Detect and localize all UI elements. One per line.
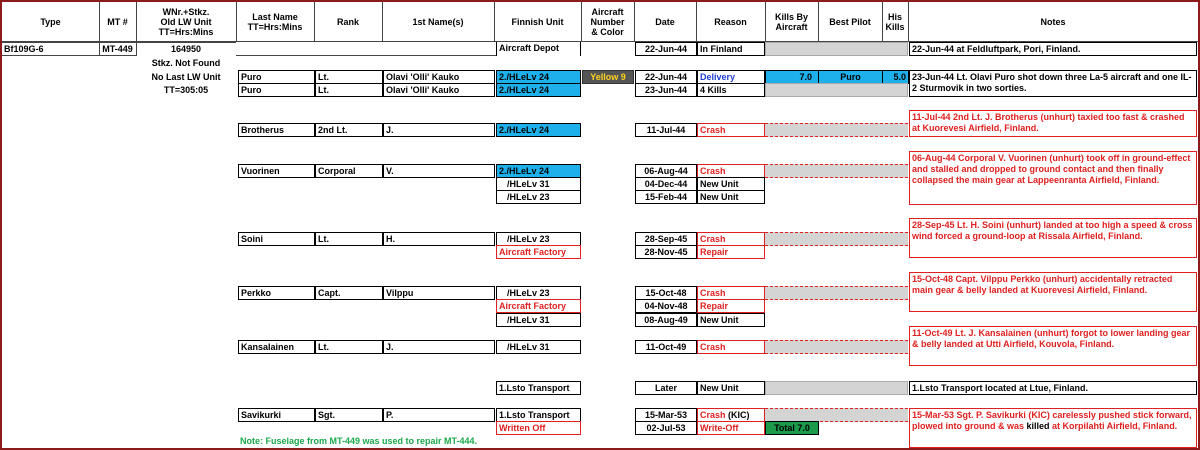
date-cell: 15-Feb-44: [635, 190, 697, 204]
header-finnish-unit: Finnish Unit: [511, 17, 564, 27]
header-rank: Rank: [336, 17, 359, 27]
record-sheet: [2, 2, 1198, 448]
dashed-rule: [765, 177, 908, 178]
dashed-rule: [765, 164, 908, 165]
unit-cell: 2./HLeLv 24: [496, 123, 581, 137]
dashed-rule: [765, 286, 908, 287]
aircraft-row-bottom-rule: [2, 55, 136, 56]
note-lead: 06-Aug-44 Corporal V. Vuorinen (unhurt): [912, 153, 1084, 163]
unit-cell: /HLeLv 31: [496, 313, 581, 327]
aircraft-mt-number: MT-449: [102, 44, 133, 54]
dashed-rule: [765, 245, 908, 246]
unit-cell: Aircraft Factory: [496, 299, 581, 313]
last-name-cell: Soini: [238, 232, 315, 246]
date-cell: 02-Jul-53: [635, 421, 697, 435]
date-cell: 04-Dec-44: [635, 177, 697, 191]
aircraft-type: Bf109G-6: [4, 44, 44, 54]
note-transport: 1.Lsto Transport located at Ltue, Finland.: [909, 381, 1197, 395]
reason-cell: [697, 408, 765, 422]
date-cell: 11-Oct-49: [635, 340, 697, 354]
rank-cell: 2nd Lt.: [315, 123, 383, 137]
note-lead: 11-Jul-44 2nd Lt. J. Brotherus (unhurt): [912, 112, 1076, 122]
rank-cell: Corporal: [315, 164, 383, 178]
note-kansalainen: [909, 326, 1197, 366]
last-name-cell: Perkko: [238, 286, 315, 300]
date-cell: 06-Aug-44: [635, 164, 697, 178]
reason-cell: In Finland: [697, 42, 765, 56]
kills-placeholder: [765, 83, 908, 97]
fuselage-note: Note: Fuselage from MT-449 was used to repair MT-444.: [240, 436, 478, 446]
last-name-cell: Brotherus: [238, 123, 315, 137]
reason-cell: Repair: [697, 245, 765, 259]
date-cell: 22-Jun-44: [635, 42, 697, 56]
kills-placeholder: [765, 123, 908, 137]
rank-cell: Lt.: [315, 340, 383, 354]
first-name-cell: Olavi 'Olli' Kauko: [383, 83, 495, 97]
note-lead: 15-Oct-48 Capt. Vilppu Perkko (unhurt): [912, 274, 1078, 284]
unit-cell: Aircraft Depot: [496, 42, 581, 56]
reason-kic: (KIC): [725, 410, 750, 420]
rank-cell: Sgt.: [315, 408, 383, 422]
first-name-cell: Vilppu: [383, 286, 495, 300]
note-soini: [909, 218, 1197, 258]
note-body: accidentally retracted main gear & belly landed at Kuorevesi Airfield, Finland.: [912, 274, 1173, 295]
note-puro: 23-Jun-44 Lt. Olavi Puro shot down three La-5 aircraft and one IL-2 Sturmovik in two sorties.: [909, 70, 1197, 97]
last-name-cell: Kansalainen: [238, 340, 315, 354]
first-name-cell: V.: [383, 164, 495, 178]
unit-cell: 2./HLeLv 24: [496, 164, 581, 178]
reason-crash: Crash: [700, 410, 726, 420]
date-cell: 15-Mar-53: [635, 408, 697, 422]
reason-cell: 4 Kills: [697, 83, 765, 97]
header-mt: MT #: [107, 17, 128, 27]
note-body: forgot to lower landing gear & belly landed at Utti Airfield, Kouvola, Finland.: [912, 328, 1191, 349]
rank-cell: Lt.: [315, 70, 383, 84]
kills-placeholder: [765, 340, 908, 354]
aircraft-color-badge: Yellow 9: [582, 70, 634, 84]
reason-cell: Write-Off: [697, 421, 765, 435]
note-body: landed at too high a speed & cross wind forced a ground-loop at Rissala Airfield, Finland.: [912, 220, 1193, 241]
dashed-rule: [765, 299, 908, 300]
date-cell: Later: [635, 381, 697, 395]
note-vuorinen: [909, 151, 1197, 205]
first-name-cell: J.: [383, 123, 495, 137]
reason-cell: New Unit: [697, 190, 765, 204]
reason-cell: Crash: [697, 286, 765, 300]
note-body: took off in ground-effect and stalled and dropped to ground contact and then finally collapsed the main gear at Lappeenranta Airfield, Finland.: [912, 153, 1191, 185]
reason-cell: Crash: [697, 232, 765, 246]
unit-cell: Aircraft Factory: [496, 245, 581, 259]
header-wnr: WNr.+Stkz. Old LW Unit TT=Hrs:Mins: [158, 7, 214, 37]
note-brotherus: [909, 110, 1197, 137]
header-notes: Notes: [1040, 17, 1066, 27]
header-his-kills: His Kills: [885, 12, 905, 32]
note-lead: 28-Sep-45 Lt. H. Soini (unhurt): [912, 220, 1042, 230]
last-name-cell: Vuorinen: [238, 164, 315, 178]
unit-cell: 2./HLeLv 24: [496, 70, 581, 84]
dashed-rule: [765, 136, 908, 137]
rank-cell: Lt.: [315, 232, 383, 246]
unit-cell: /HLeLv 23: [496, 190, 581, 204]
last-name-cell: Puro: [238, 70, 315, 84]
unit-cell: Written Off: [496, 421, 581, 435]
header-aircraft-number: Aircraft Number & Color: [590, 7, 625, 37]
header-best-pilot: Best Pilot: [829, 17, 871, 27]
unit-cell: 1.Lsto Transport: [496, 381, 581, 395]
date-cell: 11-Jul-44: [635, 123, 697, 137]
total-kills-badge: Total 7.0: [765, 421, 819, 435]
his-kills-cell: 5.0: [882, 70, 909, 84]
date-cell: 22-Jun-44: [635, 70, 697, 84]
note-tail: at Korpilahti Airfield, Finland.: [1049, 421, 1178, 431]
first-name-cell: H.: [383, 232, 495, 246]
rank-cell: Lt.: [315, 83, 383, 97]
header-kills-by-aircraft: Kills By Aircraft: [774, 12, 808, 32]
header-date: Date: [655, 17, 675, 27]
unit-cell: /HLeLv 23: [496, 232, 581, 246]
header-type: Type: [40, 17, 61, 27]
note-killed: killed: [1026, 421, 1050, 431]
aircraft-last-lw-unit: No Last LW Unit: [151, 72, 221, 82]
reason-cell: Delivery: [697, 70, 765, 84]
note-savikurki: [909, 408, 1197, 448]
kills-placeholder: [765, 164, 908, 178]
dashed-rule: [765, 408, 908, 409]
reason-cell: New Unit: [697, 381, 765, 395]
rank-cell: Capt.: [315, 286, 383, 300]
aircraft-stkz: Stkz. Not Found: [151, 58, 221, 68]
last-name-cell: Savikurki: [238, 408, 315, 422]
reason-cell: New Unit: [697, 313, 765, 327]
unit-cell: 1.Lsto Transport: [496, 408, 581, 422]
best-pilot-cell: Puro: [818, 70, 883, 84]
kills-placeholder: [765, 286, 908, 300]
date-cell: 28-Sep-45: [635, 232, 697, 246]
reason-cell: Repair: [697, 299, 765, 313]
unit-cell: 2./HLeLv 24: [496, 83, 581, 97]
dashed-rule: [765, 232, 908, 233]
reason-cell: Crash: [697, 123, 765, 137]
aircraft-total-time: TT=305:05: [163, 85, 209, 95]
header-first-name: 1st Name(s): [412, 17, 464, 27]
kills-by-aircraft-cell: 7.0: [765, 70, 819, 84]
note-body: taxied too fast & crashed at Kuorevesi Airfield, Finland.: [912, 112, 1185, 133]
unit-cell: /HLeLv 31: [496, 177, 581, 191]
kills-placeholder: [765, 232, 908, 246]
header-last-name: Last Name TT=Hrs:Mins: [247, 12, 303, 32]
dashed-rule: [765, 340, 908, 341]
date-cell: 04-Nov-48: [635, 299, 697, 313]
kills-placeholder: [765, 42, 908, 56]
dashed-rule: [765, 123, 908, 124]
reason-cell: New Unit: [697, 177, 765, 191]
first-name-cell: Olavi 'Olli' Kauko: [383, 70, 495, 84]
first-name-cell: P.: [383, 408, 495, 422]
unit-cell: /HLeLv 31: [496, 340, 581, 354]
date-cell: 23-Jun-44: [635, 83, 697, 97]
note-perkko: [909, 272, 1197, 312]
date-cell: 15-Oct-48: [635, 286, 697, 300]
aircraft-wnr: 164950: [170, 44, 202, 54]
note-lead: 11-Oct-49 Lt. J. Kansalainen (unhurt): [912, 328, 1069, 338]
reason-cell: Crash: [697, 340, 765, 354]
header-reason: Reason: [714, 17, 747, 27]
reason-cell: Crash: [697, 164, 765, 178]
note-body: carelessly pushed stick forward, plowed into ground & was: [912, 410, 1192, 431]
date-cell: 28-Nov-45: [635, 245, 697, 259]
note-lead: 15-Mar-53 Sgt. P. Savikurki (KIC): [912, 410, 1050, 420]
kills-placeholder: [765, 408, 908, 422]
note-depot: 22-Jun-44 at Feldluftpark, Pori, Finland.: [909, 42, 1197, 56]
unit-cell: /HLeLv 23: [496, 286, 581, 300]
date-cell: 08-Aug-49: [635, 313, 697, 327]
dashed-rule: [765, 353, 908, 354]
last-name-cell: Puro: [238, 83, 315, 97]
first-name-cell: J.: [383, 340, 495, 354]
kills-placeholder: [765, 381, 908, 395]
